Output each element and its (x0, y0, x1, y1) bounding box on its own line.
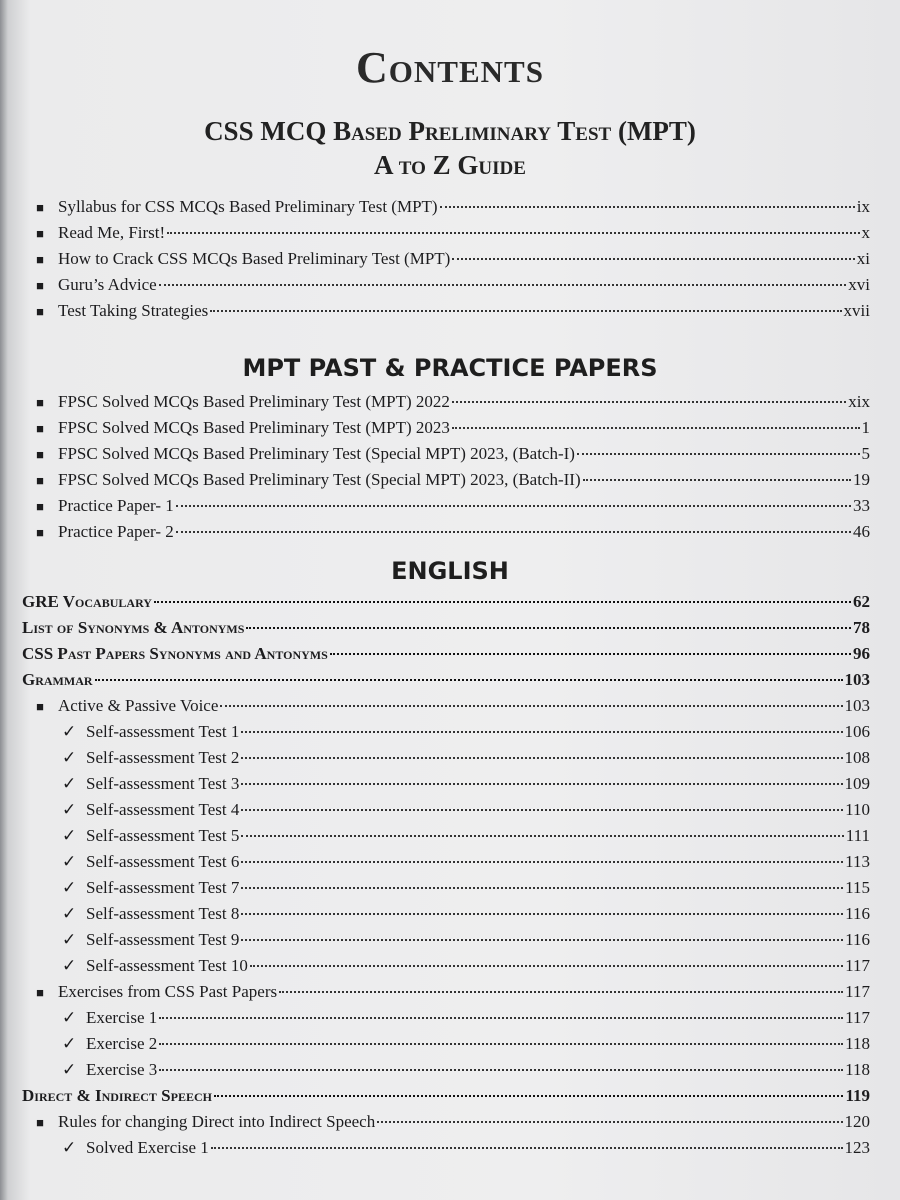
checkmark-icon: ✓ (62, 722, 77, 741)
bullet-square-icon: ■ (36, 1115, 44, 1130)
toc-page-number: 5 (861, 444, 870, 463)
bullet-square-icon: ■ (36, 699, 44, 714)
toc-page-number: xix (848, 392, 870, 411)
dotted-leader (241, 939, 843, 941)
dotted-leader (241, 861, 843, 863)
bullet-square-icon: ■ (36, 252, 44, 267)
toc-page-number: 117 (845, 1008, 870, 1027)
toc-entry-title: Self-assessment Test 6 (86, 852, 240, 871)
dotted-leader (241, 835, 843, 837)
toc-entry-title: GRE Vocabulary (22, 592, 152, 611)
bullet-square-icon: ■ (36, 525, 44, 540)
checkmark-icon: ✓ (62, 1008, 77, 1027)
dotted-leader (279, 991, 843, 993)
toc-entry-title: Self-assessment Test 8 (86, 904, 240, 923)
toc-page-number: 103 (844, 670, 870, 689)
dotted-leader (95, 679, 843, 681)
toc-entry (22, 522, 870, 548)
toc-page-number: 117 (845, 982, 870, 1001)
toc-entry (22, 800, 870, 826)
checkmark-icon: ✓ (62, 956, 77, 975)
toc-page-number: 118 (845, 1034, 870, 1053)
toc-entry-title: Grammar (22, 670, 93, 689)
toc-entry-title: Exercise 3 (86, 1060, 158, 1079)
dotted-leader (577, 453, 860, 455)
dotted-leader (241, 809, 843, 811)
toc-entry-title: How to Crack CSS MCQs Based Preliminary Test (MPT) (58, 249, 451, 268)
dotted-leader (176, 531, 851, 533)
toc-page-number: 78 (853, 618, 870, 637)
toc-page-number: 33 (853, 496, 870, 515)
toc-entry-title: Direct & Indirect Speech (22, 1086, 212, 1105)
toc-entry-title: CSS Past Papers Synonyms and Antonyms (22, 644, 328, 663)
toc-entry-title: Self-assessment Test 3 (86, 774, 240, 793)
toc-entry-title: FPSC Solved MCQs Based Preliminary Test (MPT) 2023 (58, 418, 450, 437)
bullet-square-icon: ■ (36, 200, 44, 215)
toc-entry (22, 748, 870, 774)
dotted-leader (214, 1095, 843, 1097)
toc-entry (22, 774, 870, 800)
toc-entry (22, 392, 870, 418)
toc-page-number: 113 (845, 852, 870, 871)
checkmark-icon: ✓ (62, 774, 77, 793)
toc-page-number: 110 (845, 800, 870, 819)
section-title-mpt-guide: CSS MCQ Based Preliminary Test (MPT) (204, 116, 696, 146)
toc-entry-title: Active & Passive Voice (58, 696, 219, 715)
toc-entry (22, 275, 870, 301)
toc-page-number: 123 (844, 1138, 870, 1157)
toc-page-number: ix (856, 197, 870, 216)
toc-page-number: xvii (843, 301, 870, 320)
checkmark-icon: ✓ (62, 826, 77, 845)
toc-entry (22, 197, 870, 223)
toc-entry-title: Self-assessment Test 9 (86, 930, 240, 949)
guide-list (22, 197, 870, 327)
toc-entry (22, 223, 870, 249)
checkmark-icon: ✓ (62, 878, 77, 897)
dotted-leader (241, 913, 843, 915)
toc-entry (22, 1008, 870, 1034)
toc-page-number: 106 (844, 722, 870, 741)
toc-entry-title: FPSC Solved MCQs Based Preliminary Test (Special MPT) 2023, (Batch-I) (58, 444, 575, 463)
toc-entry-title: Self-assessment Test 1 (86, 722, 240, 741)
toc-page-number: 19 (853, 470, 870, 489)
dotted-leader (220, 705, 842, 707)
section-title-english: ENGLISH (391, 557, 509, 585)
dotted-leader (440, 206, 855, 208)
toc-entry (22, 444, 870, 470)
toc-entry (22, 852, 870, 878)
toc-entry-title: FPSC Solved MCQs Based Preliminary Test (Special MPT) 2023, (Batch-II) (58, 470, 581, 489)
toc-page-number: 1 (861, 418, 870, 437)
toc-page-number: 120 (844, 1112, 870, 1131)
checkmark-icon: ✓ (62, 904, 77, 923)
bullet-square-icon: ■ (36, 395, 44, 410)
dotted-leader (241, 731, 842, 733)
toc-page-number: xi (856, 249, 870, 268)
toc-page-number: 116 (845, 930, 870, 949)
dotted-leader (154, 601, 851, 603)
toc-page-number: 111 (845, 826, 870, 845)
toc-entry (22, 1034, 870, 1060)
toc-entry-title: Rules for changing Direct into Indirect Speech (58, 1112, 376, 1131)
toc-page-number: 116 (845, 904, 870, 923)
dotted-leader (241, 887, 843, 889)
toc-entry (22, 930, 870, 956)
bullet-square-icon: ■ (36, 447, 44, 462)
checkmark-icon: ✓ (62, 1060, 77, 1079)
toc-entry (22, 644, 870, 670)
section-subtitle-a-to-z: A to Z Guide (374, 150, 526, 180)
toc-page-number: xvi (848, 275, 870, 294)
toc-entry-title: Exercises from CSS Past Papers (58, 982, 278, 1001)
toc-entry-title: FPSC Solved MCQs Based Preliminary Test (MPT) 2022 (58, 392, 450, 411)
toc-entry (22, 826, 870, 852)
dotted-leader (159, 1017, 843, 1019)
bullet-square-icon: ■ (36, 304, 44, 319)
checkmark-icon: ✓ (62, 852, 77, 871)
page-title: Contents (356, 43, 544, 92)
toc-entry-title: List of Synonyms & Antonyms (22, 618, 245, 637)
dotted-leader (211, 1147, 843, 1149)
toc-entry-title: Practice Paper- 1 (58, 496, 174, 515)
bullet-square-icon: ■ (36, 499, 44, 514)
toc-entry-title: Test Taking Strategies (58, 301, 209, 320)
papers-list (22, 392, 870, 548)
toc-page-number: 119 (845, 1086, 870, 1105)
toc-page-number: 103 (844, 696, 870, 715)
toc-entry (22, 1060, 870, 1086)
toc-page-number: 115 (845, 878, 870, 897)
toc-entry (22, 496, 870, 522)
toc-entry (22, 470, 870, 496)
bullet-square-icon: ■ (36, 278, 44, 293)
toc-entry (22, 1138, 870, 1164)
toc-entry-title: Exercise 1 (86, 1008, 158, 1027)
toc-entry-title: Self-assessment Test 10 (86, 956, 248, 975)
toc-entry-title: Exercise 2 (86, 1034, 158, 1053)
dotted-leader (241, 757, 842, 759)
toc-page-number: 117 (845, 956, 870, 975)
checkmark-icon: ✓ (62, 1034, 77, 1053)
dotted-leader (167, 232, 859, 234)
section-title-past-papers: MPT PAST & PRACTICE PAPERS (242, 354, 658, 382)
toc-entry-title: Self-assessment Test 2 (86, 748, 240, 767)
toc-page-number: 62 (853, 592, 870, 611)
toc-entry-title: Self-assessment Test 4 (86, 800, 240, 819)
toc-page-number: 118 (845, 1060, 870, 1079)
checkmark-icon: ✓ (62, 748, 77, 767)
bullet-square-icon: ■ (36, 421, 44, 436)
dotted-leader (210, 310, 841, 312)
toc-entry-title: Guru’s Advice (58, 275, 157, 294)
bullet-square-icon: ■ (36, 985, 44, 1000)
dotted-leader (377, 1121, 842, 1123)
dotted-leader (241, 783, 842, 785)
toc-entry (22, 618, 870, 644)
toc-page-number: x (861, 223, 870, 242)
dotted-leader (452, 258, 854, 260)
toc-entry (22, 418, 870, 444)
toc-entry-title: Self-assessment Test 5 (86, 826, 240, 845)
toc-entry (22, 670, 870, 696)
checkmark-icon: ✓ (62, 800, 77, 819)
english-list (22, 592, 870, 1164)
toc-entry-title: Syllabus for CSS MCQs Based Preliminary Test (MPT) (58, 197, 438, 216)
toc-entry-title: Read Me, First! (58, 223, 166, 242)
toc-entry-title: Practice Paper- 2 (58, 522, 174, 541)
toc-page-number: 108 (844, 748, 870, 767)
dotted-leader (250, 965, 843, 967)
toc-entry (22, 592, 870, 618)
dotted-leader (159, 1043, 843, 1045)
toc-page-number: 96 (853, 644, 870, 663)
dotted-leader (583, 479, 851, 481)
toc-entry (22, 956, 870, 982)
dotted-leader (159, 284, 847, 286)
toc-entry (22, 904, 870, 930)
toc-entry (22, 1112, 870, 1138)
dotted-leader (330, 653, 851, 655)
bullet-square-icon: ■ (36, 473, 44, 488)
toc-entry (22, 696, 870, 722)
toc-entry-title: Self-assessment Test 7 (86, 878, 240, 897)
checkmark-icon: ✓ (62, 1138, 77, 1157)
toc-entry (22, 878, 870, 904)
toc-entry (22, 249, 870, 275)
checkmark-icon: ✓ (62, 930, 77, 949)
toc-entry (22, 1086, 870, 1112)
toc-entry (22, 722, 870, 748)
toc-page-number: 46 (853, 522, 870, 541)
dotted-leader (246, 627, 851, 629)
toc-entry (22, 982, 870, 1008)
toc-page-number: 109 (844, 774, 870, 793)
bullet-square-icon: ■ (36, 226, 44, 241)
toc-entry-title: Solved Exercise 1 (86, 1138, 209, 1157)
dotted-leader (176, 505, 851, 507)
dotted-leader (452, 401, 846, 403)
dotted-leader (452, 427, 860, 429)
dotted-leader (159, 1069, 843, 1071)
toc-entry (22, 301, 870, 327)
